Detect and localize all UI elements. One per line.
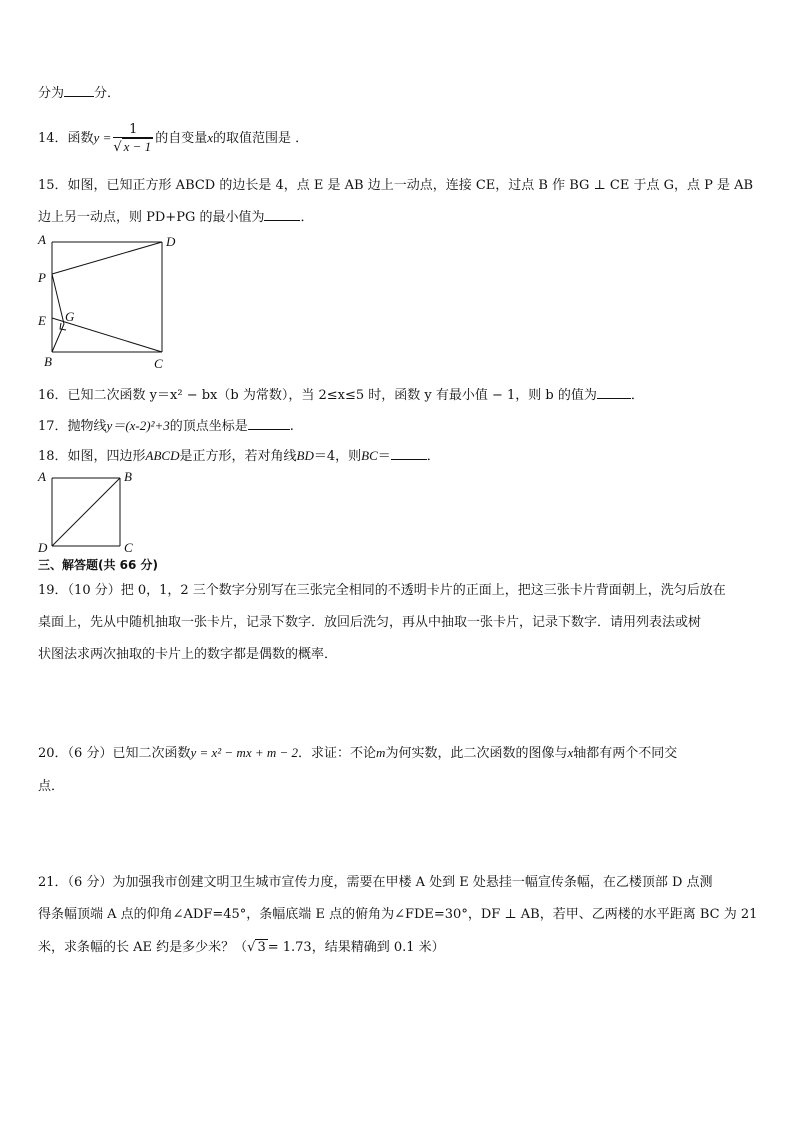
q21-line3 <box>38 939 445 956</box>
q15-label-a: A <box>38 232 46 247</box>
q20-c: 为何实数，此二次函数的图像与 <box>385 746 568 761</box>
q14-x: x <box>207 130 213 145</box>
q16-end: ． <box>630 388 644 403</box>
q20-line2: 点． <box>38 779 65 794</box>
q21-line2: 得条幅顶端 A 点的仰角∠ADF=45°，条幅底端 E 点的俯角为∠FDE=30°，DF ⊥ AB，若甲、乙两楼的水平距离 BC 为 21 <box>38 907 758 922</box>
q18-label-c: C <box>124 540 133 555</box>
q14-frac-den: √ x − 1 <box>113 139 152 155</box>
q18-line <box>38 447 440 465</box>
q20-m: m <box>376 745 386 760</box>
q18-figure <box>34 468 144 556</box>
q15-label-e: E <box>38 313 46 328</box>
q20-b: ．求证：不论 <box>298 746 377 761</box>
q14-sqrt-arg: x − 1 <box>123 139 152 154</box>
q16-line <box>38 386 644 404</box>
q21-line3b: = 1.73，结果精确到 0.1 米） <box>267 940 445 955</box>
q15-segment-pd <box>52 242 162 274</box>
q16-text: 16．已知二次函数 y＝x² − bx（b 为常数），当 2≤x≤5 时，函数 y 有最小值 − 1，则 b 的值为 <box>38 388 597 403</box>
q19-line2: 桌面上，先从中随机抽取一张卡片，记录下数字．放回后洗匀，再从中抽取一张卡片，记录下数字．请用列表法或树 <box>38 615 702 630</box>
q18-abcd: ABCD <box>145 448 180 463</box>
q14-y-eq: y = <box>93 130 112 145</box>
q20-line1 <box>38 745 677 762</box>
q13-before: 分为 <box>38 86 65 101</box>
q21-sqrt: √ 3 <box>247 940 266 955</box>
q18-bd: BD <box>296 448 314 463</box>
q15-figure <box>34 232 184 372</box>
q14-number: 14．函数 <box>38 131 94 146</box>
q20-x: x <box>567 745 574 760</box>
q18-d: ＝ <box>377 449 391 464</box>
q18-end: ． <box>426 449 440 464</box>
q15-label-g: G <box>65 309 75 324</box>
q19-line1: 19．（10 分）把 0，1，2 三个数字分别写在三张完全相同的不透明卡片的正面上，把这三张卡片背面朝上，洗匀后放在 <box>38 583 726 598</box>
q20-d: 轴都有两个不同交 <box>573 746 678 761</box>
q21-line3a: 米，求条幅的长 AE 约是多少米？（ <box>38 940 248 955</box>
q20-a: 20．（6 分）已知二次函数 <box>38 746 191 761</box>
q18-bc: BC <box>361 448 378 463</box>
q18-a: 18．如图，四边形 <box>38 449 146 464</box>
q14-fraction <box>113 122 153 155</box>
q15-line1: 15．如图，已知正方形 ABCD 的边长是 4，点 E 是 AB 边上一动点，连接 CE，过点 B 作 BG ⊥ CE 于点 G，点 P 是 AB <box>38 178 754 193</box>
q15-blank[interactable] <box>264 208 300 221</box>
q18-square <box>52 478 120 546</box>
q14-tail-b: 的取值范围是 ． <box>212 131 309 146</box>
q15-square <box>52 242 162 352</box>
q14-frac-num: 1 <box>113 122 153 138</box>
q21-line1: 21．（6 分）为加强我市创建文明卫生城市宣传力度，需要在甲楼 A 处到 E 处悬挂一幅宣传条幅，在乙楼顶部 D 点测 <box>38 875 713 890</box>
q13-after: 分． <box>94 86 121 101</box>
q18-blank[interactable] <box>391 447 427 460</box>
q17-end: . <box>289 419 294 434</box>
q17-formula: y＝(x-2)²+3 <box>106 418 170 433</box>
q18-label-a: A <box>38 469 46 484</box>
q13-tail <box>38 84 120 102</box>
q17-b: 的顶点坐标是 <box>169 419 248 434</box>
q19-line3: 状图法求两次抽取的卡片上的数字都是偶数的概率． <box>38 647 338 662</box>
q15-line2 <box>38 208 313 226</box>
q20-formula: y = x² − mx + m − 2 <box>190 745 299 760</box>
q15-line2-text: 边上另一动点，则 PD+PG 的最小值为 <box>38 210 265 225</box>
q18-label-d: D <box>38 540 48 555</box>
q18-label-b: B <box>124 469 132 484</box>
q14-line <box>38 120 308 157</box>
q18-c: ＝4，则 <box>313 449 362 464</box>
q18-b: 是正方形，若对角线 <box>179 449 297 464</box>
q13-blank[interactable] <box>64 84 94 97</box>
q21-sqrt-arg: 3 <box>257 940 266 955</box>
q15-label-p: P <box>38 270 46 285</box>
q14-tail-a: 的自变量 <box>155 131 208 146</box>
q15-label-d: D <box>166 234 176 249</box>
q18-diagonal-bd <box>52 478 120 546</box>
q15-label-c: C <box>154 356 163 371</box>
q15-line2-end: ． <box>300 210 314 225</box>
section-3-heading: 三、解答题(共 66 分) <box>38 558 159 572</box>
q15-segment-bg <box>52 324 64 352</box>
q15-label-b: B <box>44 354 52 369</box>
q17-blank[interactable] <box>248 417 290 430</box>
q17-line <box>38 417 294 435</box>
q16-blank[interactable] <box>597 386 631 399</box>
q15-segment-pg <box>52 274 64 324</box>
q17-a: 17．抛物线 <box>38 419 107 434</box>
